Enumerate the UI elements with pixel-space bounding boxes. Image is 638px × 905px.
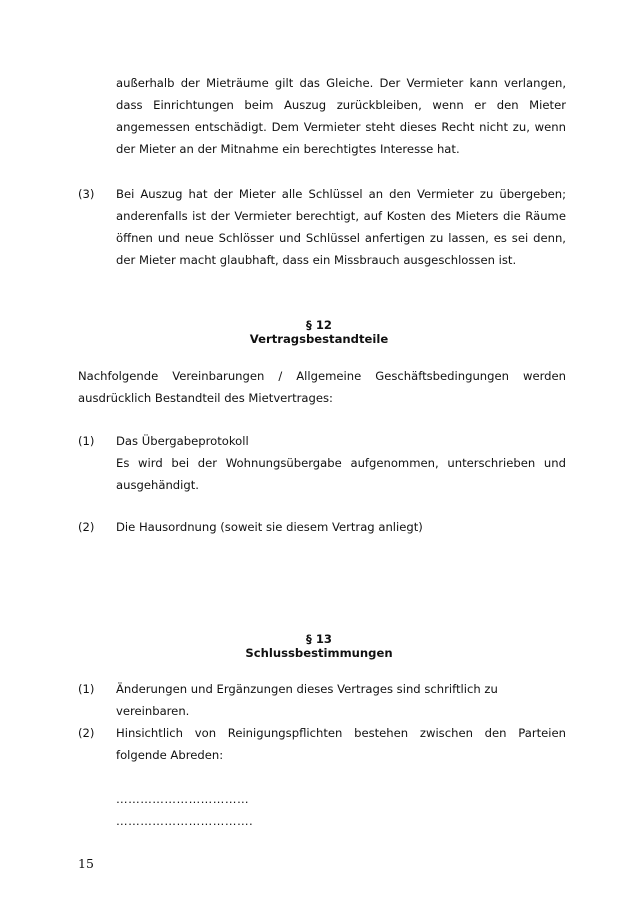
section12-item2-text: Die Hausordnung (soweit sie diesem Vertrag anliegt) [116,520,423,534]
section11-item3-number: (3) [78,187,95,201]
blank-line-1: …………………………… [116,792,250,806]
page-number: 15 [78,856,94,871]
section13-item2-text: Hinsichtlich von Reinigungspflichten bestehen zwischen den Parteien folgende Abreden: [116,726,566,762]
section12-number: § 12 [306,318,332,332]
section11-paragraph2-tail: außerhalb der Mieträume gilt das Gleiche. Der Vermieter kann verlangen, dass Einrichtungen beim Auszug zurückbleiben, wenn er den Mieter angemessen entschädigt. Dem Vermieter steht dieses Recht nicht zu, wenn der Mieter an der Mitnahme ein berechtigtes Interesse hat. [116,76,566,156]
blank-line-2: ……………………………. [116,814,254,828]
section12-item2-number: (2) [78,520,95,534]
section13-item1-text: Änderungen und Ergänzungen dieses Vertrages sind schriftlich zu vereinbaren. [116,682,498,718]
section12-item1-title: Das Übergabeprotokoll [116,434,249,448]
section12-title: Vertragsbestandteile [249,332,389,346]
section13-item1-number: (1) [78,682,95,696]
section13-item2-number: (2) [78,726,95,740]
section13-title: Schlussbestimmungen [245,646,393,660]
section12-item1-text: Es wird bei der Wohnungsübergabe aufgenommen, unterschrieben und ausgehändigt. [116,456,566,492]
section11-item3-text: Bei Auszug hat der Mieter alle Schlüssel an den Vermieter zu übergeben; anderenfalls ist der Vermieter berechtigt, auf Kosten des Mieters die Räume öffnen und neue Schlösser und Schlüssel anfertigen zu lassen, es sei denn, der Mieter macht glaubhaft, dass ein Missbrauch ausgeschlossen ist. [116,187,566,267]
section13-number: § 13 [306,632,332,646]
section12-item1-number: (1) [78,434,95,448]
section12-intro: Nachfolgende Vereinbarungen / Allgemeine Geschäftsbedingungen werden ausdrücklich Bestandteil des Mietvertrages: [78,369,566,405]
